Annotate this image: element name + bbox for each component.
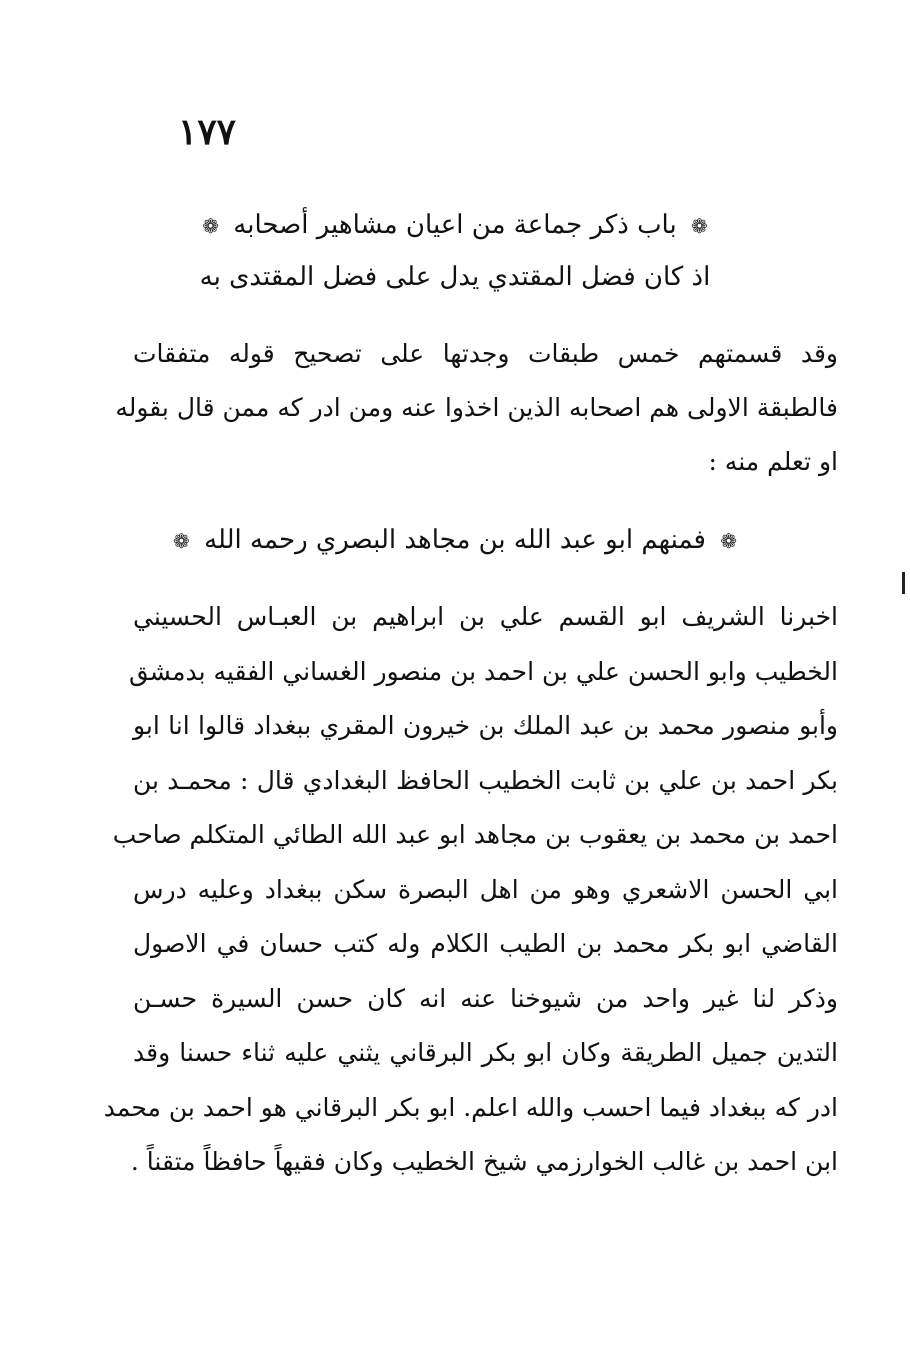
text-line: بكر احمد بن علي بن ثابت الخطيب الحافظ البغدادي قال : محمـد بن (133, 765, 838, 795)
section-title-text: باب ذكر جماعة من اعيان مشاهير أصحابه (233, 210, 677, 240)
ornament-left-icon: ❁ (202, 214, 219, 238)
body-paragraph (103, 590, 838, 1190)
text-line: وذكر لنا غير واحد من شيوخنا عنه انه كان حسن السيرة حسـن (133, 983, 838, 1013)
text-line: او تعلم منه : (708, 447, 838, 476)
subsection-title (150, 520, 760, 561)
section-title-line-1 (150, 205, 760, 246)
text-line: وأبو منصور محمد بن عبد الملك بن خيرون المقري ببغداد قالوا انا ابو (133, 711, 838, 740)
text-line: ابي الحسن الاشعري وهو من اهل البصرة سكن ببغداد وعليه درس (133, 874, 838, 904)
text-line: التدين جميل الطريقة وكان ابو بكر البرقاني يثني عليه ثناء حسنا وقد (133, 1038, 838, 1067)
ornament-right-icon: ❁ (720, 529, 737, 553)
text-line: ابن احمد بن غالب الخوارزمي شيخ الخطيب وكان فقيهاً حافظاً متقناً . (130, 1147, 838, 1176)
section-title-line-2: اذ كان فضل المقتدي يدل على فضل المقتدى به (199, 262, 711, 292)
subsection-title-text: فمنهم ابو عبد الله بن مجاهد البصري رحمه الله (204, 525, 706, 555)
text-line: الخطيب وابو الحسن علي بن احمد بن منصور الغساني الفقيه بدمشق (128, 656, 838, 686)
text-line: فالطبقة الاولى هم اصحابه الذين اخذوا عنه ومن ادر كه ممن قال بقوله (115, 393, 838, 422)
text-line: احمد بن محمد بن يعقوب بن مجاهد ابو عبد الله الطائي المتكلم صاحب (112, 820, 838, 849)
text-line: اخبرنا الشريف ابو القسم علي بن ابراهيم بن العبـاس الحسيني (133, 602, 838, 631)
text-line: ادر كه ببغداد فيما احسب والله اعلم. ابو بكر البرقاني هو احمد بن محمد (103, 1092, 838, 1122)
intro-paragraph (115, 327, 838, 489)
text-line: القاضي ابو بكر محمد بن الطيب الكلام وله كتب حسان في الاصول (133, 929, 838, 958)
ornament-right-icon: ❁ (690, 214, 708, 238)
margin-mark (902, 572, 905, 594)
page-number: ١٧٧ (178, 111, 237, 153)
text-line: وقد قسمتهم خمس طبقات وجدتها على تصحيح قوله متفقات (133, 339, 838, 368)
ornament-left-icon: ❁ (173, 529, 190, 553)
